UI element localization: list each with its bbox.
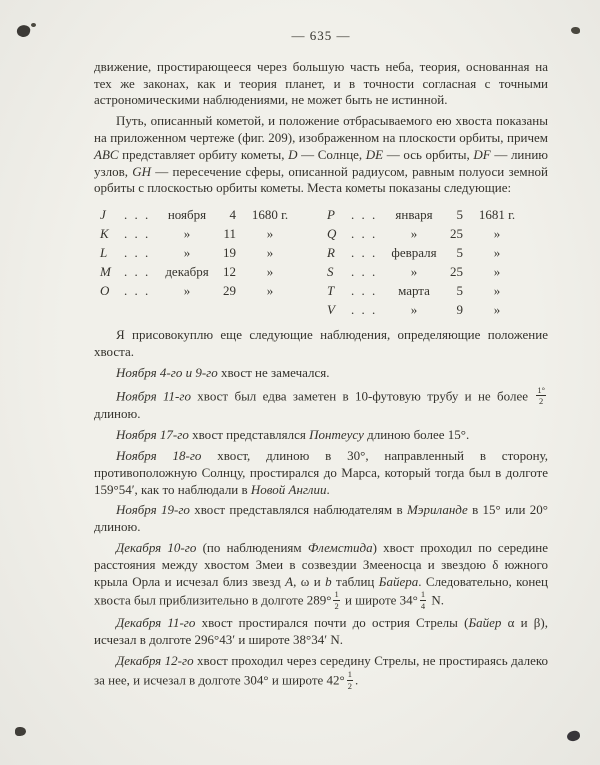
comet-day: 9 — [456, 302, 463, 318]
comet-letter: R — [327, 245, 335, 261]
text-run: хвост не замечался. — [217, 364, 330, 380]
paragraph-nov-17 — [94, 427, 548, 444]
fraction-denominator: 2 — [539, 396, 544, 407]
paragraph-orbit-description — [94, 113, 548, 197]
text-run: Флемстида — [307, 539, 373, 555]
comet-year: » — [266, 226, 274, 242]
comet-table-left-column — [94, 205, 321, 319]
text-run: D — [288, 146, 298, 162]
fraction-numerator: 1 — [420, 589, 426, 600]
comet-date-row — [327, 205, 548, 224]
comet-year: » — [493, 226, 501, 242]
scan-artifact — [16, 24, 32, 39]
comet-date-row — [327, 243, 548, 262]
comet-day: 25 — [450, 264, 463, 280]
comet-year: » — [493, 302, 501, 318]
text-run: — Солнце, — [297, 146, 366, 162]
text-run: хвост простирался почти до острия Стрелы ( — [195, 615, 469, 631]
text-run: Ноября 11-го — [116, 388, 191, 404]
comet-date-row — [100, 281, 321, 300]
paragraph-dec-11 — [94, 615, 548, 649]
comet-date-row — [100, 205, 321, 224]
fraction-quarter — [420, 590, 426, 611]
paragraph-nov-4-9 — [94, 365, 548, 382]
text-run: Новой Англии — [250, 481, 327, 497]
fraction-numerator: 1 — [334, 589, 339, 600]
comet-letter: Q — [327, 226, 337, 242]
comet-day: 25 — [450, 226, 463, 242]
text-run: ) хвост проходил по середине расстояния между хвостом Змеи в созвездии Змееносца и звездою δ южного крыла Орла и исчезал близ звезд — [94, 539, 549, 589]
paragraph-theory — [94, 59, 548, 109]
comet-letter: L — [100, 245, 108, 261]
text-run: A — [285, 573, 294, 589]
text-run: GH — [132, 163, 152, 179]
text-run: , ω и — [293, 573, 326, 589]
comet-letter: P — [327, 207, 335, 223]
text-run: (по наблюдениям — [196, 539, 308, 555]
comet-year: » — [493, 264, 501, 280]
comet-month: февраля — [391, 245, 437, 261]
scan-artifact — [31, 23, 36, 27]
comet-day: 12 — [223, 264, 236, 280]
comet-letter: K — [100, 226, 109, 242]
comet-letter: V — [327, 302, 335, 318]
dots-separator: . . . — [124, 226, 151, 242]
fraction-denominator: 4 — [420, 601, 426, 612]
comet-letter: S — [327, 264, 334, 280]
text-run: . — [326, 481, 330, 497]
scan-artifact — [566, 730, 581, 742]
comet-year: » — [493, 245, 501, 261]
comet-day: 4 — [229, 207, 236, 223]
text-run: движение, простирающееся через большую часть неба, теория, основанная на тех же законах, как и теория планет, и в точности согласная с точными астрономическими наблюдениями, не может быть не истинной. — [94, 58, 548, 108]
dots-separator: . . . — [351, 264, 378, 280]
comet-year: » — [266, 283, 274, 299]
text-run: Декабря 10-го — [116, 539, 197, 555]
text-run: Путь, описанный кометой, и положение отбрасываемого ею хвоста показаны на приложенном чертеже (фиг. 209), изображенном на плоскости орбиты, причем — [94, 113, 548, 145]
comet-month: » — [410, 302, 418, 318]
text-run: Мэриланде — [406, 502, 468, 518]
comet-date-row — [327, 300, 548, 319]
comet-day: 29 — [223, 283, 236, 299]
comet-letter: T — [327, 283, 335, 299]
paragraph-nov-11 — [94, 386, 548, 424]
text-run: хвост проходил через середину Стрелы, не простираясь далеко за нее, и исчезал в долготе 304° и широте 42° — [94, 652, 549, 688]
fraction-half — [333, 590, 339, 611]
text-run: — ось орбиты, — [383, 146, 474, 162]
comet-positions-table — [94, 205, 548, 319]
comet-month: января — [395, 207, 433, 223]
page-number: — 635 — — [291, 28, 351, 43]
text-run: Ноября 19-го — [116, 502, 190, 518]
fraction-half-degree — [536, 386, 546, 407]
comet-month: ноября — [167, 207, 207, 223]
text-run: Байера — [378, 573, 419, 589]
text-run: хвост был едва заметен в 10-футовую трубу и не более — [190, 388, 535, 404]
page-text-block — [94, 28, 548, 694]
comet-letter: O — [100, 283, 110, 299]
comet-date-row — [327, 262, 548, 281]
comet-date-row — [100, 262, 321, 281]
text-run: хвост представлялся — [188, 427, 310, 443]
comet-year: » — [266, 245, 274, 261]
paragraph-nov-18 — [94, 448, 548, 498]
comet-day: 5 — [456, 207, 463, 223]
fraction-half — [347, 670, 353, 691]
text-run: Ноября 17-го — [116, 427, 189, 443]
text-run: ABC — [94, 146, 119, 162]
comet-date-row — [327, 281, 548, 300]
fraction-numerator: 1° — [537, 384, 545, 395]
dots-separator: . . . — [124, 283, 151, 299]
text-run: таблиц — [331, 573, 379, 589]
comet-month: марта — [398, 283, 430, 299]
paragraph-dec-12 — [94, 653, 548, 691]
text-run: DF — [473, 146, 491, 162]
text-run: и широте 34° — [341, 593, 418, 609]
comet-year: » — [266, 264, 274, 280]
comet-year: 1680 г. — [251, 207, 289, 223]
text-run: Декабря 11-го — [116, 615, 196, 631]
text-run: хвост представлялся наблюдателям в — [189, 502, 407, 518]
comet-month: » — [183, 226, 191, 242]
comet-day: 11 — [223, 226, 236, 242]
dots-separator: . . . — [124, 207, 151, 223]
text-run: Декабря 12-го — [116, 652, 194, 668]
fraction-denominator: 2 — [347, 680, 353, 691]
comet-letter: J — [100, 207, 106, 223]
comet-month: декабря — [165, 264, 209, 280]
text-run: . Следовательно, конец хвоста был приблизительно в долготе 289° — [94, 573, 548, 609]
text-run: Я присовокуплю еще следующие наблюдения, определяющие положение хвоста. — [94, 327, 548, 359]
dots-separator: . . . — [124, 245, 151, 261]
comet-month: » — [183, 245, 191, 261]
text-run: Ноября 18-го — [116, 448, 202, 463]
text-run: DE — [365, 146, 384, 162]
text-run: в 15° или 20° длиною. — [94, 502, 548, 535]
paragraph-nov-19 — [94, 502, 548, 536]
dots-separator: . . . — [351, 245, 378, 261]
comet-date-row — [100, 224, 321, 243]
comet-day: 5 — [456, 283, 463, 299]
text-run: b — [325, 573, 332, 589]
comet-letter: M — [100, 264, 111, 280]
dots-separator: . . . — [351, 302, 378, 318]
fraction-numerator: 1 — [347, 668, 353, 679]
dots-separator: . . . — [124, 264, 151, 280]
text-run: длиною. — [94, 406, 141, 422]
text-run: Байер — [468, 615, 502, 631]
comet-year: 1681 г. — [478, 207, 516, 223]
scan-artifact — [15, 727, 26, 736]
comet-day: 19 — [223, 245, 236, 261]
text-run: α и β), исчезал в долготе 296°43′ и широте 38°34′ N. — [94, 615, 548, 648]
scan-artifact — [571, 27, 580, 34]
text-run: — пересечение сферы, описанной радиусом, равным полуоси земной орбиты с плоскостью орбиты кометы. Места кометы показаны следующие: — [94, 163, 548, 196]
comet-month: » — [410, 264, 418, 280]
text-run: Ноября 4-го и 9-го — [116, 364, 218, 380]
dots-separator: . . . — [351, 283, 378, 299]
comet-day: 5 — [456, 245, 463, 261]
comet-date-row — [327, 224, 548, 243]
text-run: представляет орбиту кометы, — [118, 146, 289, 162]
comet-table-right-column — [321, 205, 548, 319]
paragraph-dec-10 — [94, 540, 548, 611]
text-run: — линию узлов, — [94, 146, 549, 179]
text-run: Понтеусу — [309, 427, 364, 443]
comet-year: » — [493, 283, 501, 299]
paragraph-observations-intro — [94, 327, 548, 361]
dots-separator: . . . — [351, 226, 378, 242]
text-run: N. — [428, 593, 445, 609]
comet-month: » — [183, 283, 191, 299]
comet-month: » — [410, 226, 418, 242]
text-run: хвост, длиною в 30°, направленный в сторону, противоположную Солнцу, простирался до Марса, который тогда был в долготе 159°54′, как то наблюдали в — [94, 448, 548, 497]
fraction-denominator: 2 — [334, 601, 339, 612]
text-run: . — [355, 672, 359, 688]
text-run: длиною более 15°. — [363, 427, 470, 443]
comet-date-row — [100, 243, 321, 262]
dots-separator: . . . — [351, 207, 378, 223]
